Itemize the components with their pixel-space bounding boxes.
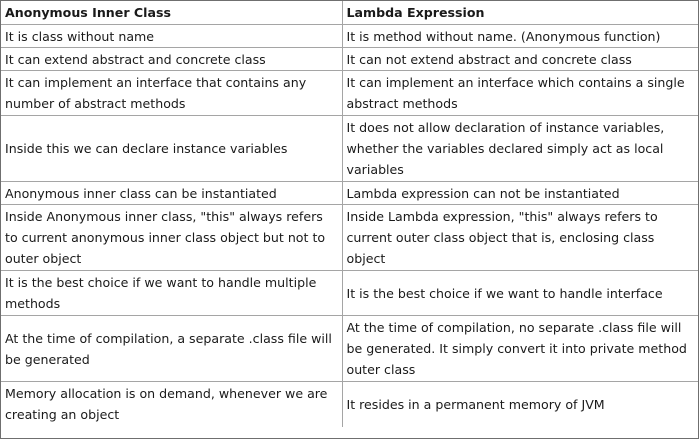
cell-lambda: At the time of compilation, no separate .class file will be generated. It simply convert it into private method outer class	[342, 316, 698, 382]
cell-anonymous: It can implement an interface that contains any number of abstract methods	[1, 71, 342, 116]
cell-lambda: It can not extend abstract and concrete class	[342, 48, 698, 71]
cell-lambda: It can implement an interface which contains a single abstract methods	[342, 71, 698, 116]
table-row	[1, 71, 698, 116]
cell-lambda: Lambda expression can not be instantiated	[342, 182, 698, 205]
cell-anonymous: Anonymous inner class can be instantiated	[1, 182, 342, 205]
cell-anonymous: Inside this we can declare instance variables	[1, 116, 342, 182]
cell-lambda: It does not allow declaration of instance variables, whether the variables declared simply act as local variables	[342, 116, 698, 182]
cell-anonymous: It can extend abstract and concrete class	[1, 48, 342, 71]
table-row	[1, 25, 698, 48]
cell-anonymous: Inside Anonymous inner class, "this" always refers to current anonymous inner class object but not to outer object	[1, 205, 342, 271]
comparison-table	[1, 1, 698, 427]
cell-lambda: Inside Lambda expression, "this" always refers to current outer class object that is, enclosing class object	[342, 205, 698, 271]
cell-anonymous: It is the best choice if we want to handle multiple methods	[1, 271, 342, 316]
header-lambda-expression: Lambda Expression	[342, 1, 698, 25]
cell-anonymous: Memory allocation is on demand, whenever we are creating an object	[1, 382, 342, 427]
cell-lambda: It is the best choice if we want to handle interface	[342, 271, 698, 316]
cell-lambda: It resides in a permanent memory of JVM	[342, 382, 698, 427]
table-row	[1, 316, 698, 382]
cell-anonymous: It is class without name	[1, 25, 342, 48]
table-row	[1, 205, 698, 271]
table-row	[1, 182, 698, 205]
header-anonymous-inner-class: Anonymous Inner Class	[1, 1, 342, 25]
table-row	[1, 116, 698, 182]
table-row	[1, 48, 698, 71]
table-header-row	[1, 1, 698, 25]
table-row	[1, 382, 698, 427]
cell-lambda: It is method without name. (Anonymous function)	[342, 25, 698, 48]
table-row	[1, 271, 698, 316]
cell-anonymous: At the time of compilation, a separate .class file will be generated	[1, 316, 342, 382]
